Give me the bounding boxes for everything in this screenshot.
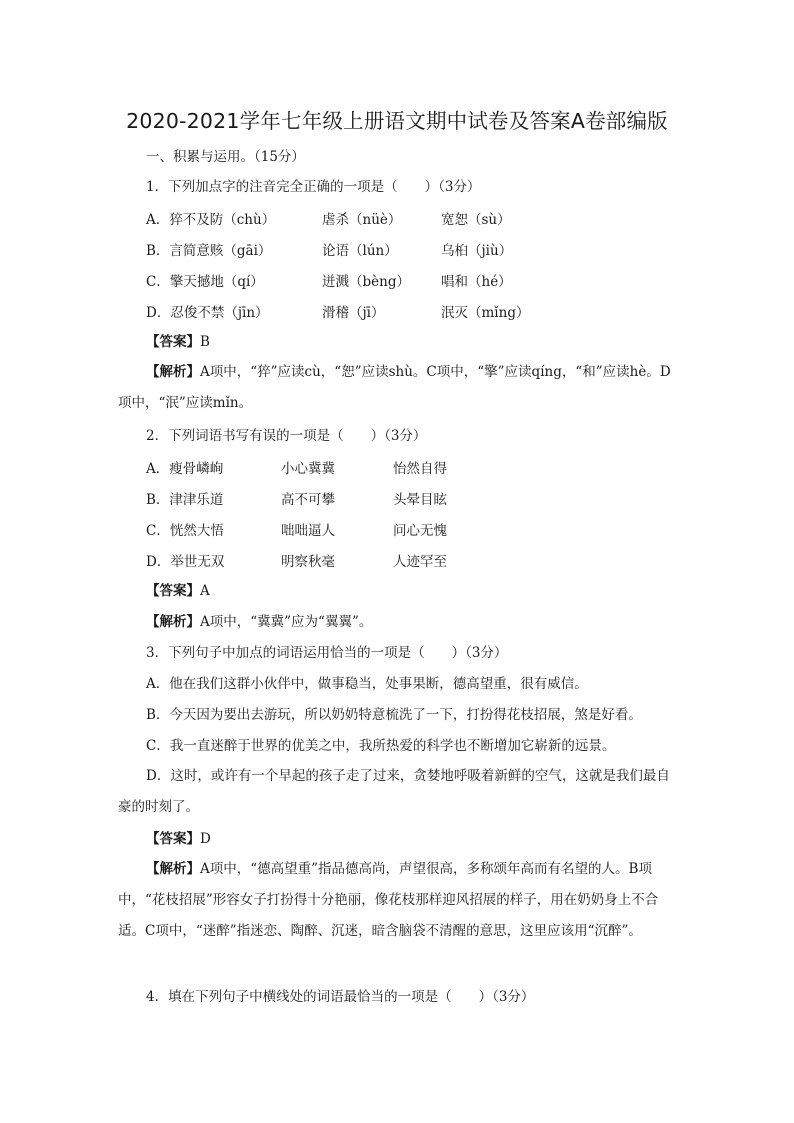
question-3-stem: 3．下列句子中加点的词语运用恰当的一项是（ ）（3分） — [146, 645, 508, 661]
q2-option-c-2: 咄咄逼人 — [281, 523, 335, 539]
answer-label: 【答案】 — [146, 334, 200, 350]
analysis-text: A项中，“猝”应读cù，“恕”应读shù。C项中，“擎”应读qíng，“和”应读hè。D项中，“泯”应读mǐn。 — [118, 364, 671, 411]
q3-answer — [146, 829, 211, 849]
q1-option-a-1: A．猝不及防（chù） — [146, 212, 276, 228]
q2-option-a-1: A．瘦骨嶙峋 — [146, 461, 224, 477]
question-1-stem: 1．下列加点字的注音完全正确的一项是（ ）（3分） — [146, 179, 481, 195]
q1-option-c-1: C．擎天撼地（qí） — [146, 274, 264, 290]
answer-value: A — [200, 583, 210, 599]
q2-answer — [146, 581, 210, 601]
q2-option-b-3: 头晕目眩 — [393, 492, 447, 508]
q1-option-d-1: D．忍俊不禁（jīn） — [146, 305, 269, 321]
q2-option-b-1: B．津津乐道 — [146, 492, 224, 508]
q1-option-d-3: 泯灭（mǐng） — [441, 305, 530, 321]
analysis-text: A项中，“德高望重”指品德高尚，声望很高，多称颂年高而有名望的人。B项中，“花枝招展”形容女子打扮得十分艳丽，像花枝那样迎风招展的样子，用在奶奶身上不合适。C项中，“迷醉”指迷恋、陶醉、沉迷，暗含脑袋不清醒的意思，这里应该用“沉醉”。 — [118, 861, 659, 939]
q2-option-c-1: C．恍然大悟 — [146, 523, 224, 539]
q1-option-a-2: 虐杀（nüè） — [322, 212, 402, 228]
q2-option-a-2: 小心冀冀 — [281, 461, 335, 477]
analysis-text: A项中，“冀冀”应为“翼翼”。 — [200, 614, 373, 630]
q2-option-d-2: 明察秋毫 — [281, 554, 335, 570]
q3-option-b: B．今天因为要出去游玩，所以奶奶特意梳洗了一下，打扮得花枝招展，煞是好看。 — [146, 707, 642, 723]
q1-option-b-1: B．言简意赅（gāi） — [146, 243, 272, 259]
q1-option-a-3: 宽恕（sù） — [441, 212, 511, 228]
answer-label: 【答案】 — [146, 831, 200, 847]
question-2-stem: 2．下列词语书写有误的一项是（ ）（3分） — [146, 428, 427, 444]
q2-option-d-3: 人迹罕至 — [393, 554, 447, 570]
q2-option-a-3: 怡然自得 — [393, 461, 447, 477]
q2-analysis — [146, 612, 372, 632]
q1-option-c-2: 迸溅（bèng） — [322, 274, 410, 290]
analysis-label: 【解析】 — [146, 614, 200, 630]
answer-label: 【答案】 — [146, 583, 200, 599]
q3-option-c: C．我一直迷醉于世界的优美之中，我所热爱的科学也不断增加它崭新的远景。 — [146, 738, 616, 754]
q2-option-c-3: 问心无愧 — [393, 523, 447, 539]
answer-value: B — [200, 334, 210, 350]
q3-option-a: A．他在我们这群小伙伴中，做事稳当，处事果断，德高望重，很有威信。 — [146, 676, 588, 692]
answer-value: D — [200, 831, 211, 847]
q2-option-d-1: D．举世无双 — [146, 554, 225, 570]
section-heading: 一、积累与运用。（15分） — [146, 149, 305, 165]
page-title: 2020-2021学年七年级上册语文期中试卷及答案A卷部编版 — [126, 109, 668, 133]
q1-option-d-2: 滑稽（jī） — [322, 305, 385, 321]
analysis-label: 【解析】 — [146, 861, 200, 877]
q1-option-b-3: 乌桕（jiù） — [441, 243, 513, 259]
q1-analysis — [118, 357, 680, 419]
q3-option-d: D．这时，或许有一个早起的孩子走了过来，贪婪地呼吸着新鲜的空气，这就是我们最自豪的时刻了。 — [118, 768, 670, 815]
q1-option-b-2: 论语（lún） — [322, 243, 398, 259]
q3-analysis — [118, 854, 680, 947]
question-4-stem: 4．填在下列句子中横线处的词语最恰当的一项是（ ）（3分） — [146, 989, 535, 1005]
q2-option-b-2: 高不可攀 — [281, 492, 335, 508]
q1-option-c-3: 唱和（hé） — [441, 274, 512, 290]
analysis-label: 【解析】 — [146, 364, 200, 380]
q1-answer — [146, 332, 210, 352]
